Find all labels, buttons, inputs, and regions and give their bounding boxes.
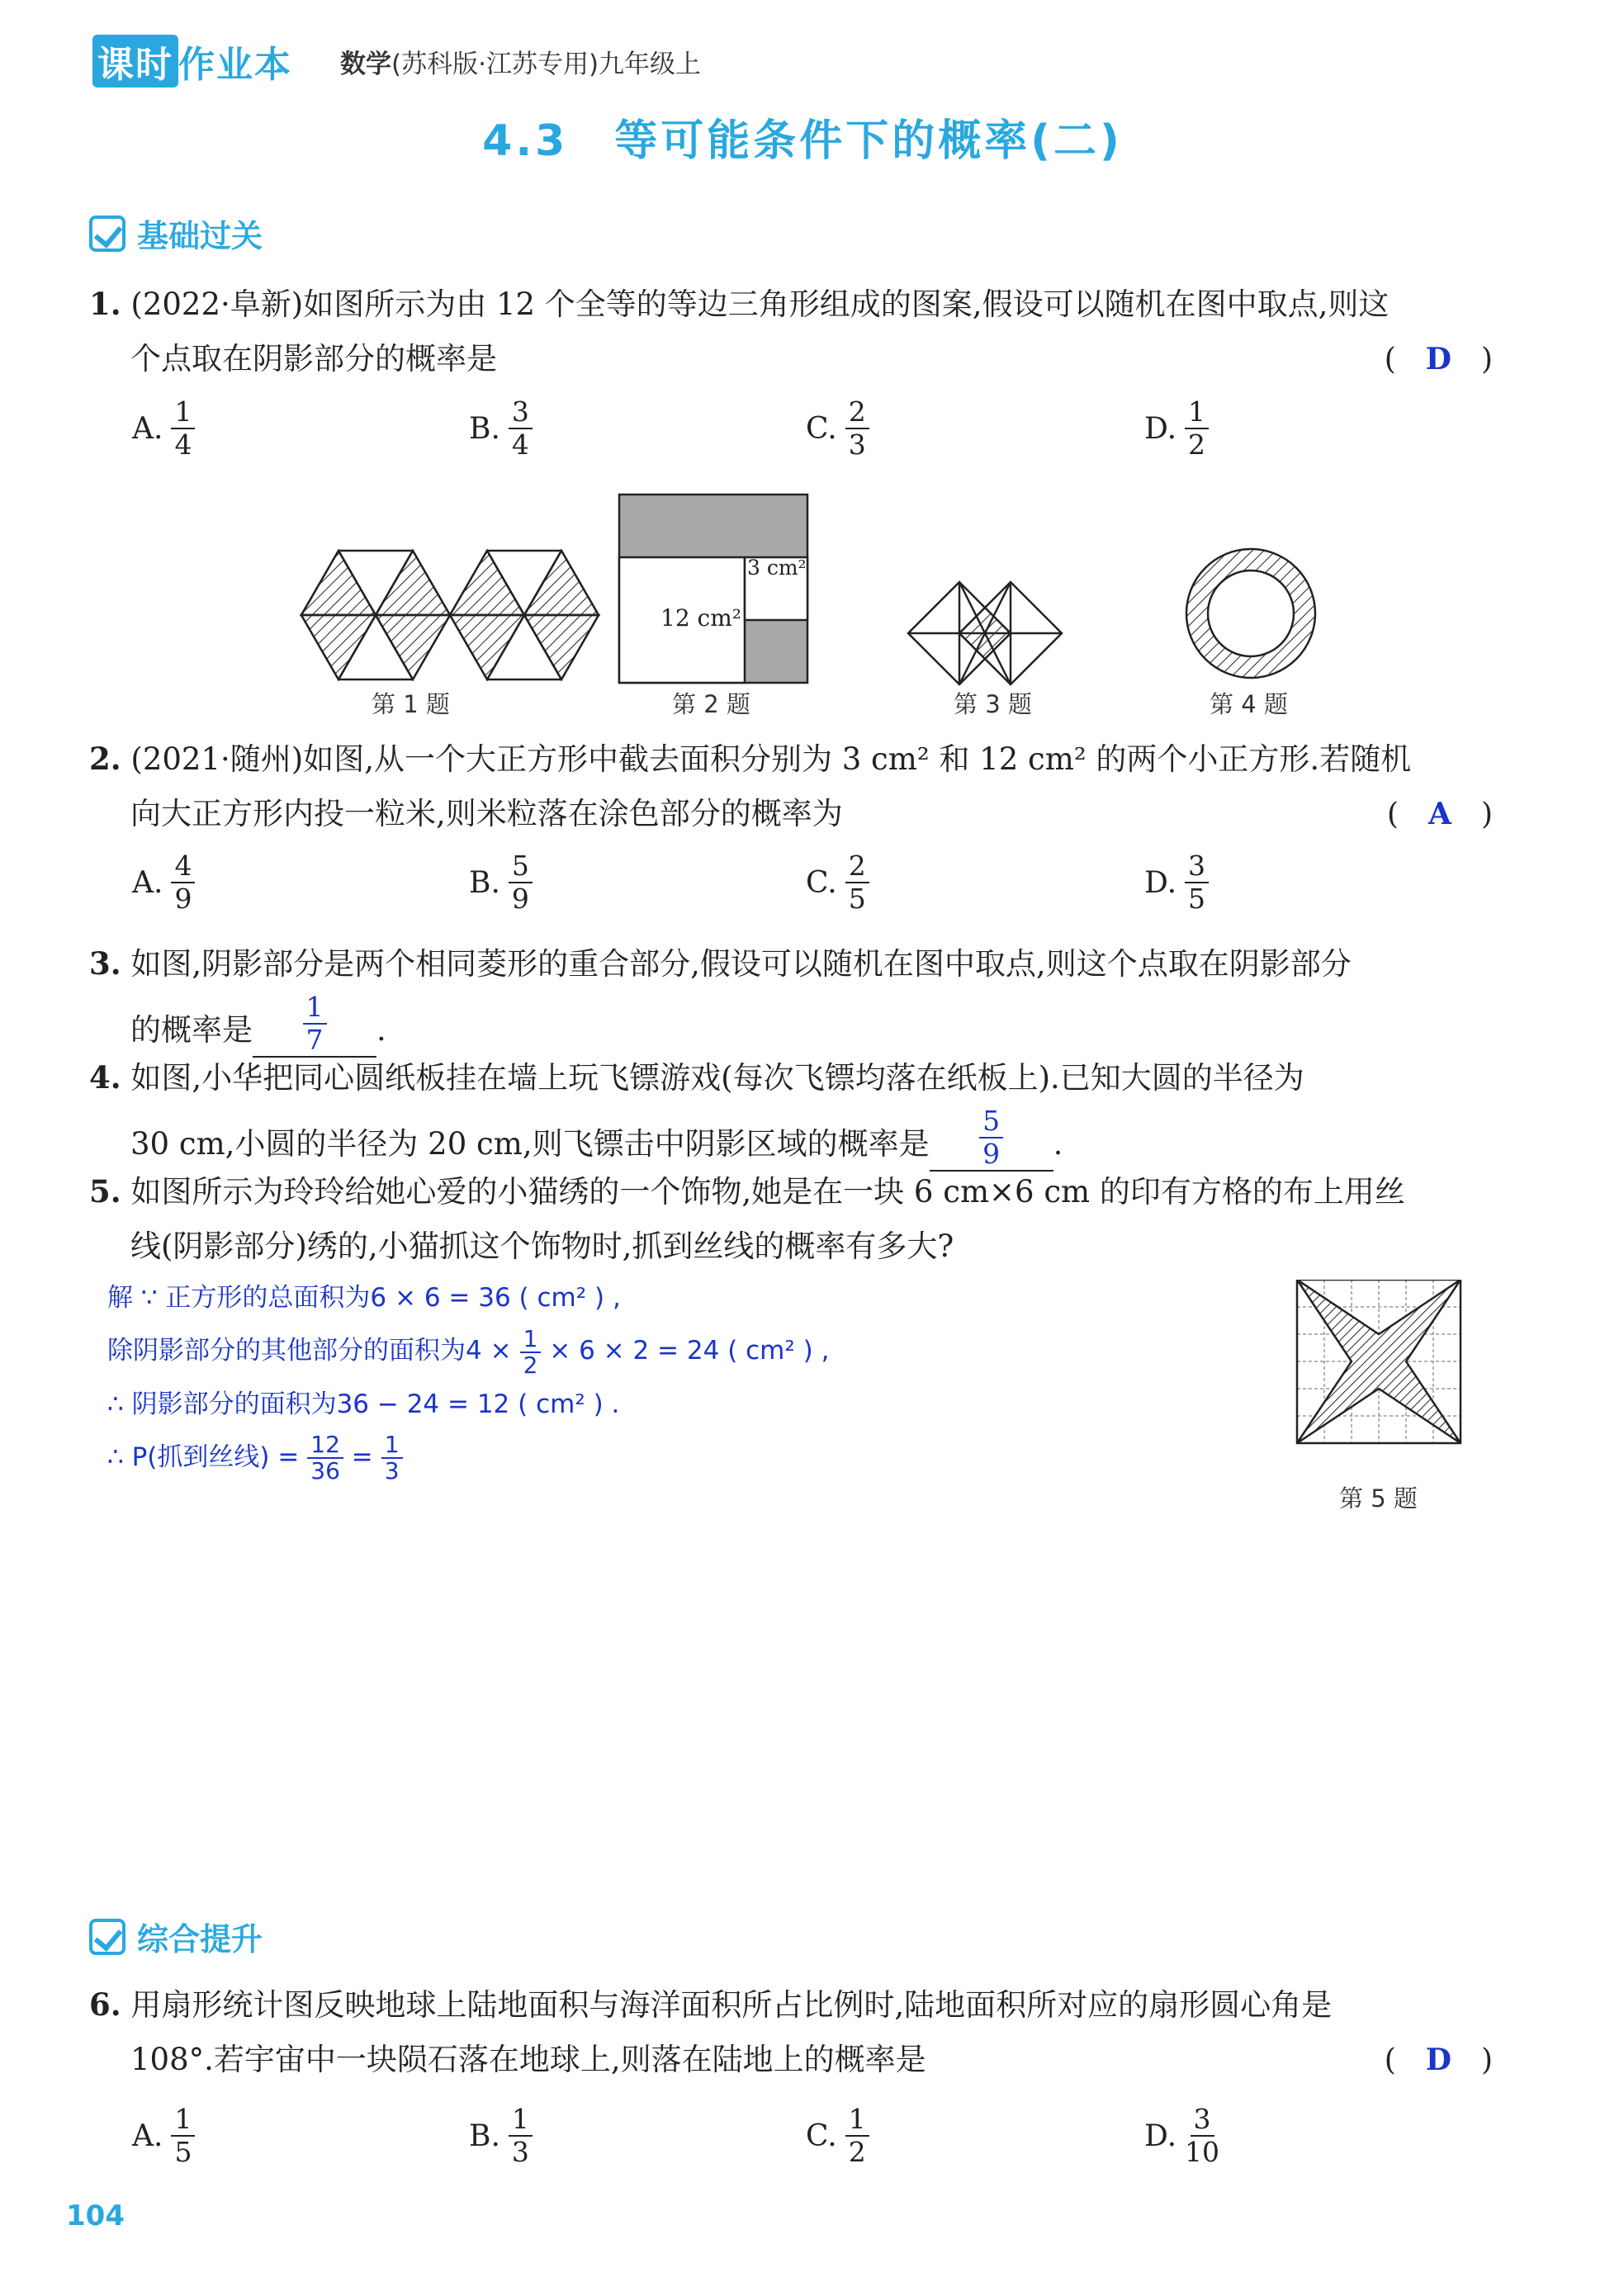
answer-q4-numerator: 5 [979,1105,1003,1139]
q1-option-d: D. $\frac{1}{2}$ [1144,396,1209,461]
q2-option-b: B. $\frac{5}{9}$ [469,850,533,915]
q6-option-d: D. $\frac{3}{10}$ [1144,2103,1220,2168]
question-4: 4. 如图,小华把同心圆纸板挂在墙上玩飞镖游戏(每次飞镖均落在纸板上).已知大圆的半径为 30 cm,小圆的半径为 20 cm,则飞镖击中阴影区域的概率是 $\frac{5}{9}$ . [89,1059,1304,1170]
q6-option-b: B. $\frac{1}{3}$ [469,2104,533,2168]
checkbox-icon [89,215,125,252]
q6-option-a: A. $\frac{1}{5}$ [132,2104,195,2168]
answer-q3-numerator: 1 [303,992,327,1025]
book-subtitle: 数学(苏科版·江苏专用)九年级上 [340,50,702,79]
answer-q3-denominator: 7 [305,1024,324,1056]
figure-4-rings [1186,549,1315,678]
pencil-icon [89,1919,125,1955]
answer-q6: D [1425,2043,1451,2077]
page-title: 4.3 等可能条件下的概率(二) [482,116,1123,166]
q2-option-a: A. $\frac{4}{9}$ [132,850,195,915]
caption-fig5: 第 5 题 [1339,1484,1418,1513]
section-basic: 基础过关 [89,211,263,256]
caption-fig1: 第 1 题 [372,690,450,718]
fig2-big-label: 12 cm² [660,604,741,632]
figure-3-rhombi [908,582,1062,684]
page-number: 104 [66,2199,125,2232]
question-6: 6. 用扇形统计图反映地球上陆地面积与海洋面积所占比例时,陆地面积所对应的扇形圆心角是 108°.若宇宙中一块陨石落在地球上,则落在陆地上的概率是 ( D ) [89,1986,1493,2077]
figure-5-star [1288,1280,1494,1527]
q2-option-d: D. $\frac{3}{5}$ [1144,850,1209,915]
q5-solution: 解 ∵ 正方形的总面积为6 × 6 = 36 ( cm² ) , 除阴影部分的其他部分的面积为4 × $\frac{1}{2}$ × 6 × 2 = 24 ( cm² ) , ∴ 阴影部分的面积为36 − 24 = 12 ( cm² ) . ∴ P(抓到丝线) = $\frac{12}{36}$ = $\frac{1}{3}$ [107,1283,830,1484]
question-1: 1. (2022·阜新)如图所示为由 12 个全等的等边三角形组成的图案,假设可以随机在图中取点,则这 个点取在阴影部分的概率是 ( D ) [89,286,1493,376]
question-5: 5. 如图所示为玲玲给她心爱的小猫绣的一个饰物,她是在一块 6 cm×6 cm 的印有方格的布上用丝 线(阴影部分)绣的,小猫抓这个饰物时,抓到丝线的概率有多大? [89,1173,1405,1264]
section-advanced: 综合提升 [89,1914,263,1959]
q1-option-b: B. $\frac{3}{4}$ [469,396,533,461]
caption-fig2: 第 2 题 [672,690,750,718]
q2-option-c: C. $\frac{2}{5}$ [806,850,869,915]
q6-option-c: C. $\frac{1}{2}$ [806,2104,869,2168]
caption-fig3: 第 3 题 [954,690,1032,718]
q1-option-c: C. $\frac{2}{3}$ [806,396,869,461]
figure-1-triangles [301,551,599,679]
q1-option-a: A. $\frac{1}{4}$ [132,396,195,461]
answer-q1: D [1425,342,1451,376]
caption-fig4: 第 4 题 [1210,690,1288,718]
answer-q2: A [1428,797,1451,831]
fig2-small-label: 3 cm² [747,556,807,580]
answer-q4-denominator: 9 [982,1138,1001,1170]
question-3: 3. 如图,阴影部分是两个相同菱形的重合部分,假设可以随机在图中取点,则这个点取在阴影部分 的概率是 $\frac{1}{7}$ . [89,945,1352,1056]
figure-2-squares [619,495,807,683]
series-logo: 课时 作业本 [92,35,292,88]
figures-row [0,483,1605,731]
question-2: 2. (2021·随州)如图,从一个大正方形中截去面积分别为 3 cm² 和 12 cm² 的两个小正方形.若随机 向大正方形内投一粒米,则米粒落在涂色部分的概率为 ( A ) [89,741,1493,831]
